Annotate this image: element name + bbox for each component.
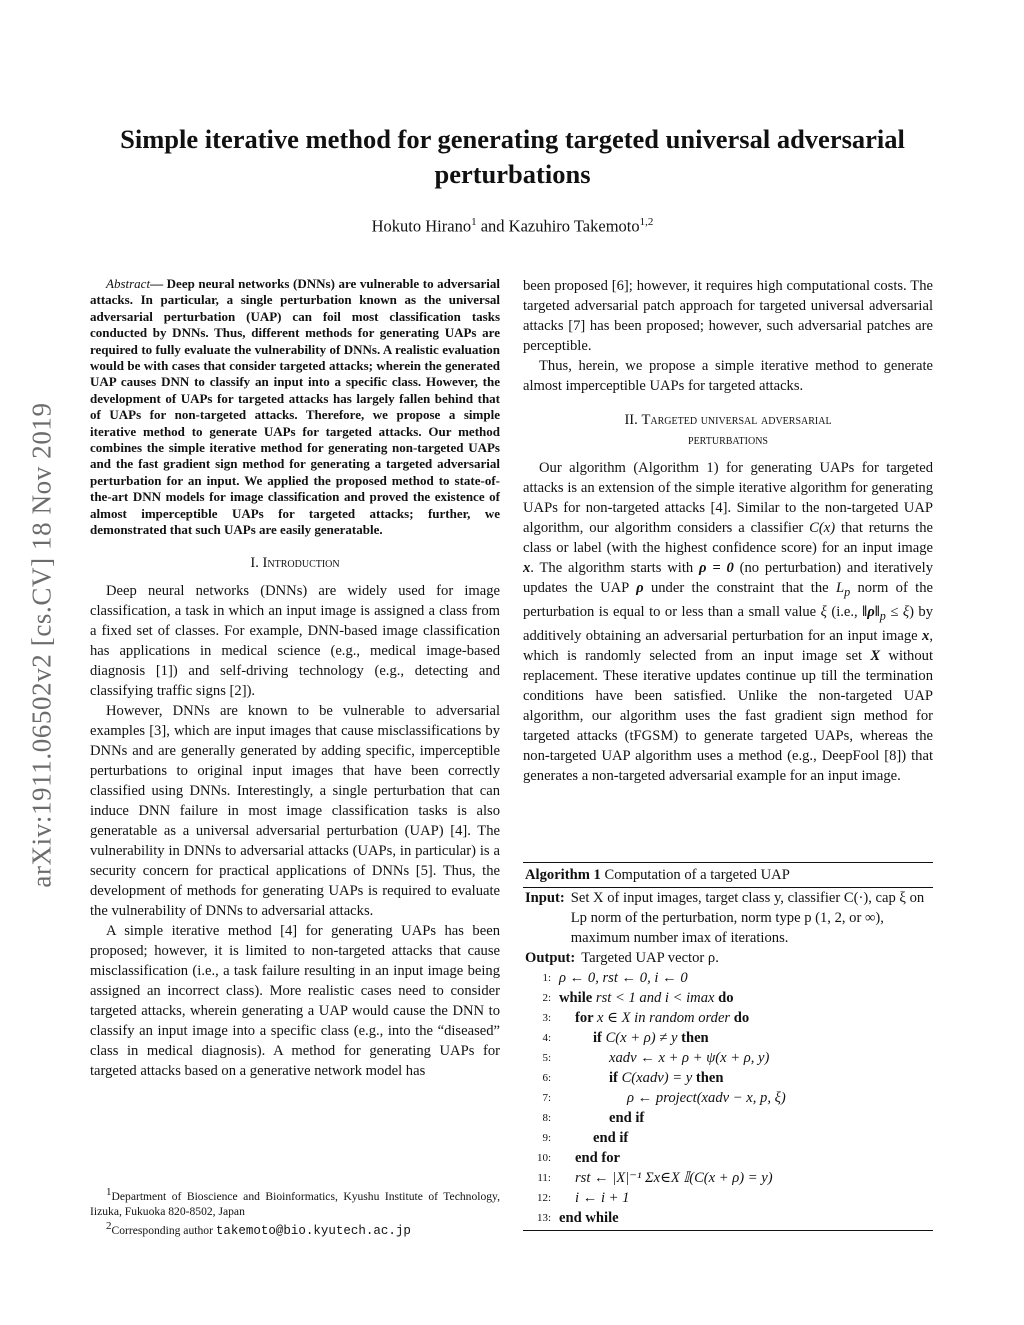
line-number: 5: bbox=[542, 1052, 551, 1064]
section-2-title-line-2: perturbations bbox=[688, 432, 768, 448]
statement: xadv ← x + ρ + ψ(x + ρ, y) bbox=[609, 1050, 770, 1066]
keyword: end if bbox=[609, 1110, 645, 1126]
statement: rst < 1 and i < imax bbox=[595, 990, 719, 1006]
line-body bbox=[559, 988, 734, 1008]
abstract bbox=[90, 276, 500, 539]
algorithm-line bbox=[523, 968, 933, 988]
section-1-title: Introduction bbox=[262, 554, 340, 571]
line-body bbox=[559, 1068, 723, 1088]
s2-lp: L bbox=[835, 580, 845, 596]
line-number: 13: bbox=[536, 1212, 551, 1224]
keyword: while bbox=[559, 990, 596, 1006]
s2-image-var-2: x bbox=[922, 627, 930, 644]
arxiv-sidebar bbox=[20, 345, 64, 945]
statement: rst ← |X|⁻¹ Σx∈X 𝕀(C(x + ρ) = y) bbox=[575, 1170, 773, 1186]
s2-text-b: that returns the class or label (with the highest confidence score) for an input image bbox=[523, 520, 934, 556]
statement: C(x + ρ) ≠ y bbox=[605, 1030, 682, 1046]
keyword: if bbox=[609, 1070, 622, 1086]
algorithm-lines bbox=[523, 968, 933, 1231]
right-paragraph-1: been proposed [6]; however, it requires high computational costs. The targeted adversarial patch approach for targeted universal adversarial attacks [7] has been proposed; however, such adversarial patches are perceptible. bbox=[523, 278, 933, 354]
algorithm-1 bbox=[523, 862, 933, 1231]
statement: ρ ← 0, rst ← 0, i ← 0 bbox=[559, 970, 688, 986]
algorithm-line bbox=[523, 1128, 933, 1148]
line-body bbox=[559, 1188, 629, 1208]
keyword: do bbox=[718, 990, 734, 1006]
s2-lp-sub: p bbox=[844, 584, 851, 599]
algorithm-title: Computation of a targeted UAP bbox=[600, 867, 790, 883]
algorithm-io bbox=[523, 888, 933, 968]
line-body bbox=[559, 1168, 773, 1188]
line-number: 7: bbox=[542, 1092, 551, 1104]
s2-text-i: , which is randomly selected from an input image set bbox=[523, 627, 933, 664]
section-2-number: II. bbox=[624, 412, 642, 428]
paper-title: Simple iterative method for generating targeted universal adversarial perturbations bbox=[120, 124, 905, 189]
s2-image-set: X bbox=[870, 647, 881, 664]
line-body bbox=[559, 1048, 769, 1068]
input-label: Input: bbox=[525, 890, 565, 906]
s2-text-g: (i.e., bbox=[826, 603, 863, 620]
line-number: 8: bbox=[542, 1112, 551, 1124]
line-body bbox=[559, 1028, 709, 1048]
line-number: 3: bbox=[542, 1012, 551, 1024]
left-column bbox=[90, 276, 500, 1081]
keyword: do bbox=[733, 1010, 750, 1026]
intro-paragraph-2: However, DNNs are known to be vulnerable to adversarial examples [3], which are input images that cause misclassifications by DNNs and are generally generated by adding specific, imperceptible perturbations to original input images that have been correctly classified using DNNs. Interestingly, a single perturbation that can induce DNN failure in most image classification tasks is also generatable as a universal adversarial perturbation (UAP) [4]. The vulnerability in DNNs to adversarial attacks (UAPs, in particular) is a security concern for practical applications of DNNs [5]. Thus, the development of methods for generating UAPs is required to evaluate the vulnerability of DNNs to adversarial attacks. bbox=[90, 702, 500, 919]
statement: ρ ← project(xadv − x, p, ξ) bbox=[627, 1090, 786, 1106]
line-number: 9: bbox=[542, 1132, 551, 1144]
keyword: then bbox=[681, 1030, 709, 1046]
footnotes bbox=[90, 1185, 500, 1239]
algorithm-line bbox=[523, 1208, 933, 1228]
line-body bbox=[559, 968, 688, 988]
s2-norm-rest: ≤ ξ bbox=[885, 603, 910, 620]
algorithm-caption bbox=[523, 862, 933, 888]
line-body bbox=[559, 1108, 644, 1128]
footnote-1 bbox=[90, 1185, 500, 1219]
statement: x ∈ X in random order bbox=[597, 1010, 734, 1026]
footnote-1-mark: 1 bbox=[106, 1186, 112, 1198]
author-2-affiliation: 1,2 bbox=[639, 216, 654, 228]
s2-text-e: under the constraint that the bbox=[643, 580, 836, 596]
arxiv-identifier: arXiv:1911.06502v2 [cs.CV] 18 Nov 2019 bbox=[26, 402, 57, 888]
footnote-2-mark: 2 bbox=[106, 1219, 112, 1232]
algorithm-line bbox=[523, 1188, 933, 1208]
abstract-text: Deep neural networks (DNNs) are vulnerable to adversarial attacks. In particular, a single perturbation known as the universal adversarial perturbation (UAP) can foil most classification tasks conducted by DNNs. Thus, different methods for generating UAPs are required to fully evaluate the vulnerability of DNNs. A realistic evaluation would be with cases that consider targeted attacks; wherein the generated UAP causes DNN to classify an input into a specific class. However, the development of UAPs for targeted attacks has largely fallen behind that of UAPs for non-targeted attacks. Therefore, we propose a simple iterative method to generate UAPs for targeted attacks. Our method combines the simple iterative method for generating non-targeted UAPs and the fast gradient sign method for generating a targeted adversarial perturbation for an input. We applied the proposed method to state-of-the-art DNN models for image classification and proved the existence of almost imperceptible UAPs for targeted attacks; further, we demonstrated that such UAPs are easily generatable. bbox=[90, 276, 501, 538]
algorithm-line bbox=[523, 1048, 933, 1068]
author-1-affiliation: 1 bbox=[471, 216, 477, 228]
line-body bbox=[559, 1208, 619, 1228]
algorithm-line bbox=[523, 1148, 933, 1168]
keyword: end if bbox=[593, 1130, 629, 1146]
output-text: Targeted UAP vector ρ. bbox=[581, 950, 719, 966]
s2-rho-init: ρ = 0 bbox=[699, 560, 734, 576]
line-body bbox=[559, 1148, 620, 1168]
algorithm-line bbox=[523, 1168, 933, 1188]
author-line bbox=[90, 216, 935, 237]
keyword: for bbox=[575, 1010, 598, 1026]
s2-norm-sub: p bbox=[879, 608, 886, 623]
section-1-number: I. bbox=[250, 554, 263, 571]
line-number: 2: bbox=[542, 992, 551, 1004]
line-number: 4: bbox=[542, 1032, 551, 1044]
output-label: Output: bbox=[525, 950, 576, 966]
input-text: Set X of input images, target class y, classifier C(·), cap ξ on Lp norm of the perturbation, norm type p (1, 2, or ∞), maximum number imax of iterations. bbox=[570, 890, 925, 946]
s2-text-j: without replacement. These iterative updates continue up till the termination conditions have been satisfied. Unlike the non-targeted UAP algorithm, our algorithm uses the fast gradient sign method for targeted attacks (tFGSM) to generate targeted UAPs, whereas the non-targeted UAP algorithm uses a method (e.g., DeepFool [8]) that generates a non-targeted adversarial example for an input image. bbox=[523, 647, 934, 784]
statement: C(xadv) = y bbox=[621, 1070, 696, 1086]
intro-paragraph-1: Deep neural networks (DNNs) are widely used for image classification, a task in which an input image is assigned a class from a fixed set of classes. For example, DNN-based image classification has applications in medical science (e.g., medical image-based diagnosis [1]) and self-driving technology (e.g., detecting and classifying traffic signs [2]). bbox=[90, 582, 500, 699]
statement: i ← i + 1 bbox=[575, 1190, 630, 1206]
algorithm-output bbox=[525, 948, 933, 968]
keyword: end for bbox=[575, 1150, 620, 1166]
s2-rho: ρ bbox=[636, 580, 644, 596]
keyword: if bbox=[593, 1030, 606, 1046]
s2-text-c: . The algorithm starts with bbox=[530, 560, 700, 576]
footnote-1-text: Department of Bioscience and Bioinformatics, Kyushu Institute of Technology, Iizuka, Fukuoka 820-8502, Japan bbox=[90, 1189, 500, 1218]
line-body bbox=[559, 1128, 628, 1148]
algorithm-line bbox=[523, 1028, 933, 1048]
author-conjunction: and bbox=[476, 216, 509, 236]
s2-classifier: C(x) bbox=[809, 520, 836, 536]
line-number: 1: bbox=[542, 972, 551, 984]
algorithm-line bbox=[523, 988, 933, 1008]
algorithm-line bbox=[523, 1068, 933, 1088]
abstract-label: Abstract bbox=[106, 276, 151, 291]
s2-text-h: ) by additively obtaining an adversarial perturbation for an input image bbox=[523, 603, 934, 644]
s2-image-var: x bbox=[523, 560, 531, 576]
author-2: Kazuhiro Takemoto bbox=[508, 216, 640, 236]
s2-xi: ξ bbox=[820, 603, 827, 620]
footnote-2-text: Corresponding author bbox=[111, 1223, 216, 1237]
keyword: end while bbox=[559, 1210, 619, 1226]
s2-norm: ‖ρ‖ bbox=[862, 603, 880, 620]
algorithm-label: Algorithm 1 bbox=[525, 867, 601, 883]
author-1: Hokuto Hirano bbox=[371, 216, 472, 236]
footnote-2 bbox=[90, 1219, 500, 1239]
algorithm-input bbox=[525, 888, 933, 948]
section-2-paragraph bbox=[523, 458, 933, 786]
line-number: 10: bbox=[536, 1152, 551, 1164]
abstract-dash: — bbox=[150, 276, 167, 291]
line-number: 12: bbox=[536, 1192, 551, 1204]
intro-paragraph-3: A simple iterative method [4] for generating UAPs has been proposed; however, it is limited to non-targeted attacks that cause misclassification (i.e., a task failure resulting in an input image being assigned an incorrect class). More realistic cases need to consider targeted attacks, wherein generating a UAP would cause the DNN to classify an input image into a specific class (e.g., into the “diseased” class in medical diagnosis). A method for generating UAPs for targeted attacks based on a generative network model has bbox=[90, 922, 500, 1079]
line-body bbox=[559, 1088, 786, 1108]
algorithm-line bbox=[523, 1088, 933, 1108]
s2-text-f: norm of the perturbation is equal to or less than a small value bbox=[523, 580, 933, 620]
keyword: then bbox=[695, 1070, 724, 1086]
line-body bbox=[559, 1008, 749, 1028]
right-paragraph-2: Thus, herein, we propose a simple iterative method to generate almost imperceptible UAPs for targeted attacks. bbox=[523, 358, 933, 394]
line-number: 6: bbox=[542, 1072, 551, 1084]
s2-text-a: Our algorithm (Algorithm 1) for generating UAPs for targeted attacks is an extension of the simple iterative algorithm for generating UAPs for non-targeted attacks [4]. Similar to the non-targeted UAP algorithm, our algorithm considers a classifier bbox=[523, 460, 933, 536]
right-column bbox=[523, 276, 933, 786]
section-2-heading bbox=[523, 410, 933, 450]
s2-text-d: (no perturbation) and iteratively updates the UAP bbox=[523, 560, 933, 596]
algorithm-line bbox=[523, 1108, 933, 1128]
author-email: takemoto@bio.kyutech.ac.jp bbox=[215, 1223, 411, 1238]
algorithm-line bbox=[523, 1008, 933, 1028]
section-1-heading bbox=[90, 553, 500, 573]
line-number: 11: bbox=[537, 1172, 551, 1184]
section-2-title-line-1: Targeted universal adversarial bbox=[641, 412, 832, 428]
